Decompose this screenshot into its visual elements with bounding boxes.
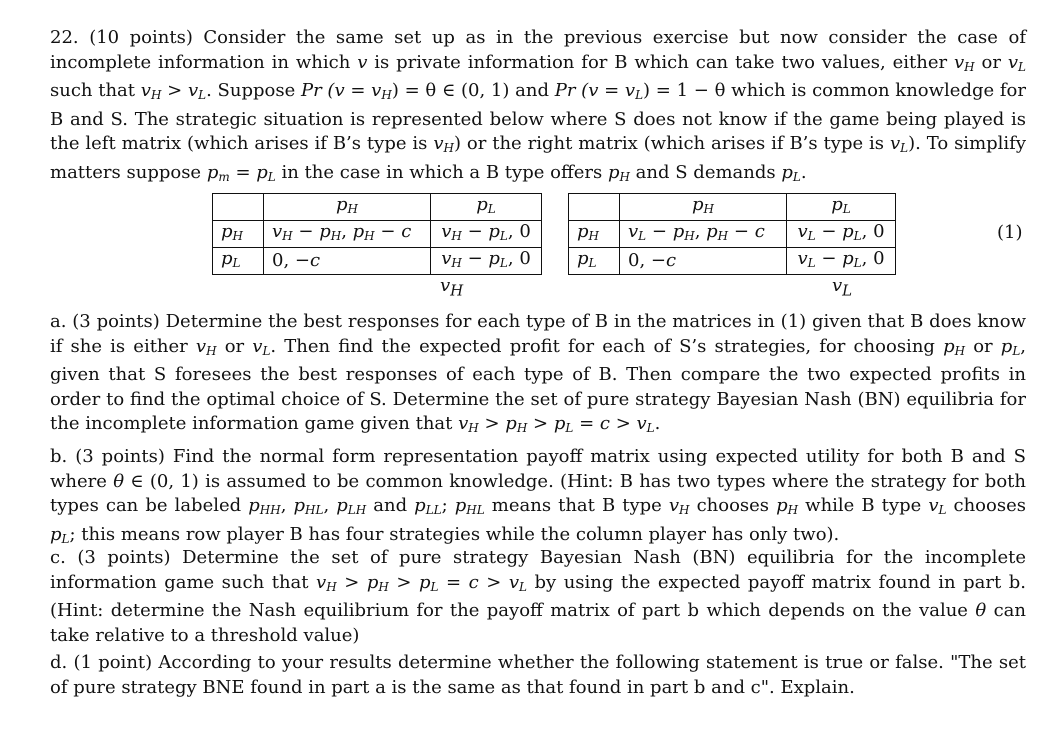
equation-number: (1): [997, 222, 1023, 243]
row-label: $p_L$: [213, 248, 264, 275]
problem-intro: 22. (10 points) Consider the same set up as in the previous exercise but now consider the case of incomplete information in which v is private information for B which can take two values, either $v_H$ or $v_L$ such that $v_H > v_L$. Suppose Pr $(v = v_H) = \theta$ ∈ (0, 1) and Pr $(v = v_L) = 1 - \theta$ which is common knowledge for B and S. The strategic situation is represented below where S does not know if the game being played is the left matrix (which arises if B’s type is $v_H$) or the right matrix (which arises if B’s type is $v_L$). To simplify matters suppose $p_m = p_L$ in the case in which a B type offers $p_H$ and S demands $p_L$.: [50, 27, 1027, 184]
column-header: $p_L$: [787, 194, 896, 221]
part-c-lead: c. (3 points): [50, 547, 171, 568]
row-label: $p_L$: [569, 248, 620, 275]
payoff-cell: $v_H - p_L$, 0: [431, 221, 542, 248]
part-d: d. (1 point) According to your results determine whether the following statement is true or false. "The set of pure strategy BNE found in part a is the same as that found in part b and c". Explain.: [50, 652, 1026, 698]
payoff-cell: 0, −c: [264, 248, 431, 275]
payoff-matrix-left: [212, 193, 542, 275]
row-label: $p_H$: [569, 221, 620, 248]
problem-number: 22.: [50, 27, 79, 48]
payoff-cell: $v_L - p_H$, $p_H - c$: [620, 221, 787, 248]
matrix-corner: [213, 194, 264, 221]
problem-points: (10 points): [89, 27, 193, 48]
column-header: $p_H$: [264, 194, 431, 221]
column-header: $p_L$: [431, 194, 542, 221]
column-header: $p_H$: [620, 194, 787, 221]
payoff-cell: $v_L - p_L$, 0: [787, 248, 896, 275]
payoff-cell: $v_L - p_L$, 0: [787, 221, 896, 248]
payoff-cell: 0, −c: [620, 248, 787, 275]
matrix-caption-right: $v_L$: [832, 275, 853, 300]
part-b: b. (3 points) Find the normal form representation payoff matrix using expected utility for both B and S where θ ∈ (0, 1) is assumed to be common knowledge. (Hint: B has two types where the strategy for both types can be labeled $p_{HH}$, $p_{HL}$, $p_{LH}$ and $p_{LL}$; $p_{HL}$ means that B type $v_H$ chooses $p_H$ while B type $v_L$ chooses $p_L$; this means row player B has four strategies while the column player has only two).: [50, 446, 1026, 546]
part-d-lead: d. (1 point): [50, 652, 153, 673]
matrix-corner: [569, 194, 620, 221]
part-b-lead: b. (3 points): [50, 446, 165, 467]
payoff-cell: $v_H - p_L$, 0: [431, 248, 542, 275]
part-a-lead: a. (3 points): [50, 311, 160, 332]
row-label: $p_H$: [213, 221, 264, 248]
payoff-cell: $v_H - p_H$, $p_H - c$: [264, 221, 431, 248]
payoff-matrix-right: [568, 193, 896, 275]
part-c: c. (3 points) Determine the set of pure strategy Bayesian Nash (BN) equilibria for the incomplete information game such that $v_H > p_H > p_L = c > v_L$ by using the expected payoff matrix found in part b. (Hint: determine the Nash equilibrium for the payoff matrix of part b which depends on the value θ can take relative to a threshold value): [50, 547, 1026, 646]
matrix-caption-left: $v_H$: [440, 275, 464, 300]
part-a: a. (3 points) Determine the best responses for each type of B in the matrices in (1) given that B does know if she is either $v_H$ or $v_L$. Then find the expected profit for each of S’s strategies, for choosing $p_H$ or $p_L$, given that S foresees the best responses of each type of B. Then compare the two expected profits in order to find the optimal choice of S. Determine the set of pure strategy Bayesian Nash (BN) equilibria for the incomplete information game given that $v_H > p_H > p_L = c > v_L$.: [50, 311, 1027, 436]
